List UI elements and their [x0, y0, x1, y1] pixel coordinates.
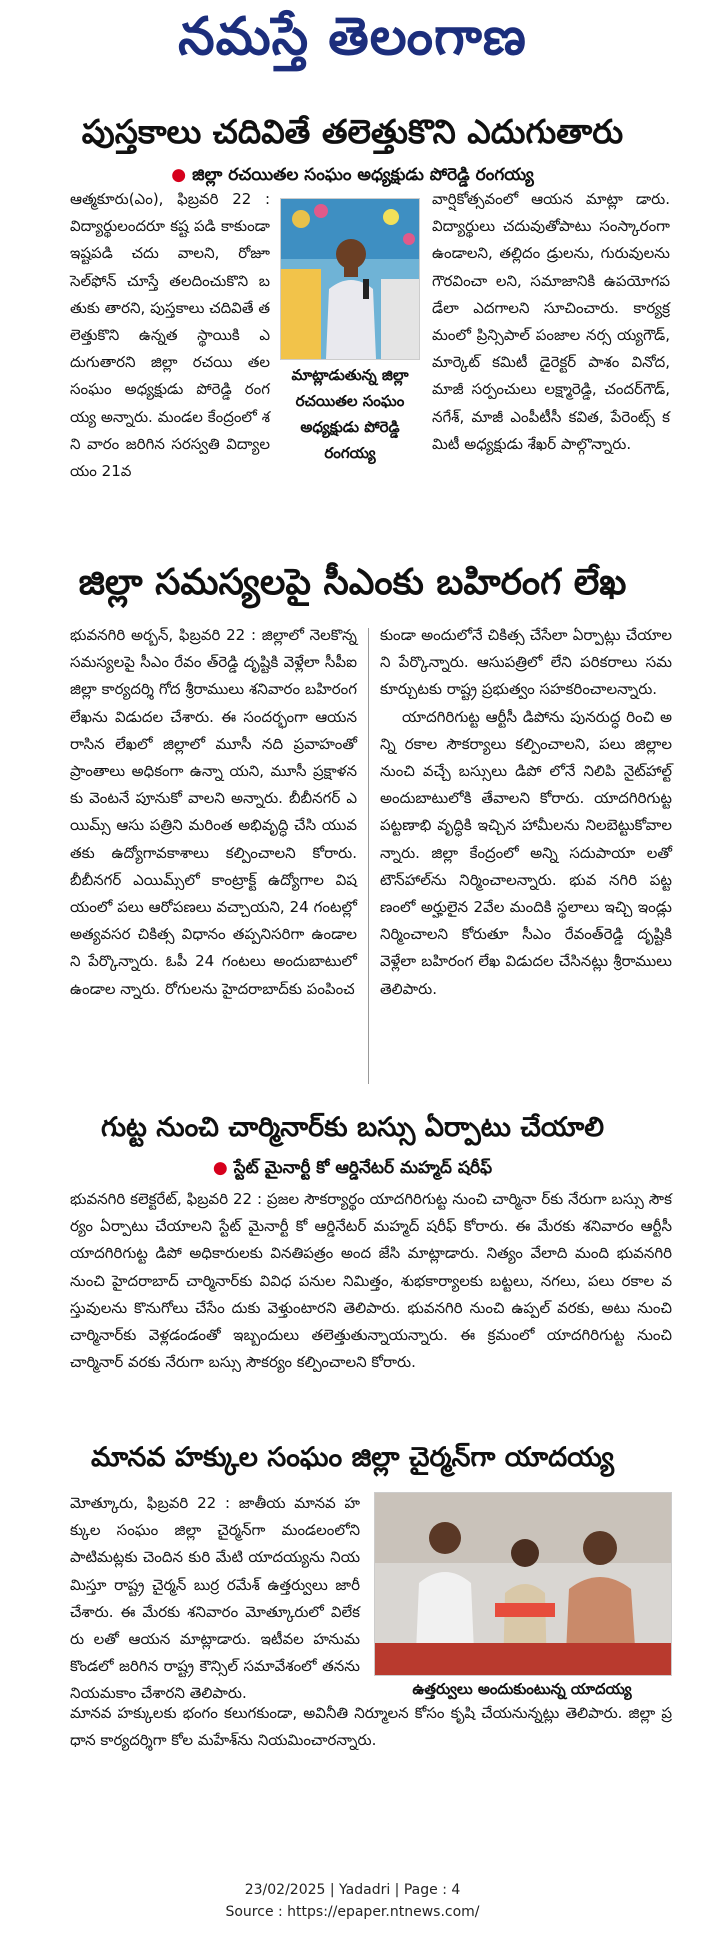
article2-column-2: [380, 622, 672, 1097]
article1-column-1: [70, 186, 270, 544]
column-divider: [368, 628, 369, 1084]
article4-headline: మానవ హక్కుల సంఘం జిల్లా చైర్మన్‌గా యాదయ్య: [91, 1442, 614, 1473]
article2-headline: జిల్లా సమస్యలపై సీఎంకు బహిరంగ లేఖ: [78, 562, 627, 603]
article1-photo-caption: మాట్లాడుతున్న జిల్లా రచయితల సంఘం అధ్యక్షుడు పోరెడ్డి రంగయ్య: [291, 366, 409, 462]
article1-column-3: [432, 186, 670, 544]
article2-column-2a-text: కుండా అందులోనే చికిత్స చేసేలా ఏర్పాట్లు చేయాలని పేర్కొన్నారు. ఆసుపత్రిలో లేని పరికరాలు సమకూర్చుటకు రాష్ట్ర ప్రభుత్వం సహకరించాలన్నారు.: [380, 626, 672, 699]
article4-photo: [374, 1492, 672, 1676]
article3-byline-text: స్టేట్ మైనార్టీ కో ఆర్డినేటర్ మహ్మద్ షరీఫ్: [233, 1158, 493, 1178]
article1-byline-text: జిల్లా రచయితల సంఘం అధ్యక్షుడు పోరెడ్డి రంగయ్య: [192, 165, 534, 185]
article4-tail: [70, 1700, 672, 1756]
article4-column-1: [70, 1490, 360, 1703]
footer-source: Source : https://epaper.ntnews.com/: [225, 1904, 480, 1920]
article1-column-3-text: వార్షికోత్సవంలో ఆయన మాట్లా డారు. విద్యార్థులు చదువుతోపాటు సంస్కారంగా ఉండాలని, తల్లిదం డ్రులను, గురువులను గౌరవించా లని, సమాజానికి ఉపయోగపడేలా ఎదగాలని సూచించారు. కార్యక్ర మంలో ప్రిన్సిపాల్ పంజాల నర్స య్యగౌడ్, మార్కెట్ కమిటీ డైరెక్టర్ పాశం వినోద, మాజీ సర్పంచులు లక్ష్మారెడ్డి, చందర్‌గౌడ్, నగేశ్, మాజీ ఎంపీటీసీ కవిత, పేరెంట్స్ కమిటీ అధ్యక్షుడు శేఖర్ పాల్గొన్నారు.: [432, 190, 670, 453]
article1-headline: పుస్తకాలు చదివితే తలెత్తుకొని ఎదుగుతారు: [81, 112, 624, 151]
article4-column-1-text: మోత్కూరు, ఫిబ్రవరి 22 : జాతీయ మానవ హక్కుల సంఘం జిల్లా చైర్మన్‌గా మండలంలోని పాటిమట్లకు చెందిన కురి మేటి యాదయ్యను నియమిస్తూ రాష్ట్ర చైర్మన్ బుర్ర రమేశ్ ఉత్తర్వులు జారీ చేశారు. ఈ మేరకు శనివారం మోత్కూరులో విలేకరు లతో ఆయన మాట్లాడారు. ఇటీవల హనుమ కొండలో జరిగిన రాష్ట్ర కౌన్సిల్ సమావేశంలో తనను నియమకాం చేశారని తెలిపారు.: [70, 1494, 360, 1703]
award-photo: [375, 1493, 671, 1675]
article3-body: [70, 1186, 672, 1436]
article4-tail-text: మానవ హక్కులకు భంగం కలుగకుండా, అవినీతి నిర్మూలన కోసం కృషి చేయనున్నట్లు తెలిపారు. జిల్లా ప్రధాన కార్యదర్శిగా కోల మహేశ్‌ను నియమించారన్నారు.: [70, 1704, 672, 1750]
bullet-icon: ●: [212, 1158, 228, 1178]
article3-body-text: భువనగిరి కలెక్టరేట్, ఫిబ్రవరి 22 : ప్రజల సౌకర్యార్థం యాదగిరిగుట్ట నుంచి చార్మినా ర్‌కు నేరుగా బస్సు సౌకర్యం ఏర్పాటు చేయాలని స్టేట్ మైనార్టీ కో ఆర్డినేటర్ మహ్మద్ షరీఫ్ కోరారు. ఈ మేరకు శనివారం ఆర్టీసీ యాదగిరిగుట్ట డిపో అధికారులకు వినతిపత్రం అంద జేసి మాట్లాడారు. నిత్యం వేలాది మంది భువనగిరి నుంచి హైదరాబాద్ చార్మినార్‌కు వివిధ పనుల నిమిత్తం, శుభకార్యాలకు బట్టలు, నగలు, పలు రకాల వస్తువులను కొనుగోలు చేసేం దుకు వెళ్తుంటారని తెలిపారు. భువనగిరి నుంచి ఉప్పల్ వరకు, అటు నుంచి చార్మినార్‌కు వెళ్లడండంతో ఇబ్బందులు తలెత్తుతున్నాయన్నారు. ఈ క్రమంలో యాదగిరిగుట్ట నుంచి చార్మినార్ వరకు నేరుగా బస్సు సౌకర్యం కల్పించాలని కోరారు.: [70, 1190, 672, 1372]
footer-date-edition-page: 23/02/2025 | Yadadri | Page : 4: [244, 1882, 461, 1898]
article1-photo: [280, 198, 420, 360]
article4-photo-caption: ఉత్తర్వులు అందుకుంటున్న యాదయ్య: [412, 1680, 632, 1698]
newspaper-masthead: నమస్తే తెలంగాణ: [178, 6, 527, 67]
article2-column-1: [70, 622, 357, 1097]
speaker-photo: [281, 199, 419, 359]
article2-column-1-text: భువనగిరి అర్బన్, ఫిబ్రవరి 22 : జిల్లాలో నెలకొన్న సమస్యలపై సీఎం రేవం త్‌రెడ్డి దృష్టికి వెళ్లేలా సీపీఐ జిల్లా కార్యదర్శి గోద శ్రీరాములు శనివారం బహిరంగ లేఖను విడుదల చేశారు. ఈ సందర్భంగా ఆయన రాసిన లేఖలో జిల్లాలో మూసీ నది ప్రవాహంతో ప్రాంతాలు అధికంగా ఉన్నా యని, మూసీ ప్రక్షాళనకు వెంటనే పూనుకో వాలని అన్నారు. బీబీనగర్ ఎయిమ్స్ ఆసు పత్రిని మరింత అభివృద్ధి చేసి యువతకు ఉద్యోగావకాశాలు కల్పించాలని కోరారు. బీబీనగర్ ఎయిమ్స్‌లో కాంట్రాక్ట్ ఉద్యోగాల విషయంలో పలు ఆరోపణలు వచ్చాయని, 24 గంటల్లో అత్యవసర చికిత్స విధానం తప్పనిసరిగా ఉండాలని పేర్కొన్నారు. ఓపీ 24 గంటలు అందుబాటులో ఉండాల న్నారు. రోగులను హైదరాబాద్‌కు పంపించ: [70, 626, 357, 998]
bullet-icon: ●: [171, 165, 187, 185]
article2-column-2b-text: యాదగిరిగుట్ట ఆర్టీసీ డిపోను పునరుద్ధ రించి అన్ని రకాల సౌకర్యాలు కల్పించాలని, పలు జిల్లాల నుంచి వచ్చే బస్సులు డిపో లోనే నిలిపి నైట్‌హాల్ట్ అందుబాటులోకి తేవాలని కోరారు. యాదగిరిగుట్ట పట్టణాభి వృద్ధికి ఇచ్చిన హామీలను నిలబెట్టుకోవాల న్నారు. జిల్లా కేంద్రంలో అన్ని సదుపాయా లతో టౌన్‌హాల్‌ను నిర్మించాలన్నారు. భువ నగిరి పట్టణంలో అర్హులైన 2వేల మందికి స్థలాలు ఇచ్చి ఇండ్లు నిర్మించాలని కోరుతూ సీఎం రేవంత్‌రెడ్డి దృష్టికి వెళ్లేలా బహిరంగ లేఖ విడుదల చేసినట్లు శ్రీరాములు తెలిపారు.: [380, 707, 672, 998]
article3-headline: గుట్ట నుంచి చార్మినార్‌కు బస్సు ఏర్పాటు చేయాలి: [100, 1112, 605, 1143]
article1-column-1-text: ఆత్మకూరు(ఎం), ఫిబ్రవరి 22 : విద్యార్థులందరూ కష్ట పడి కాకుండా ఇష్టపడి చదు వాలని, రోజూ సెల్‌ఫోన్ చూస్తే తలదించుకొని బతుకు తారని, పుస్తకాలు చదివితే తలెత్తుకొని ఉన్నత స్థాయికి ఎదుగుతారని జిల్లా రచయి తల సంఘం అధ్యక్షుడు పోరెడ్డి రంగయ్య అన్నారు. మండల కేంద్రంలో శని వారం జరిగిన సరస్వతి విద్యాలయం 21వ: [70, 190, 270, 481]
article3-byline: [0, 1158, 705, 1182]
